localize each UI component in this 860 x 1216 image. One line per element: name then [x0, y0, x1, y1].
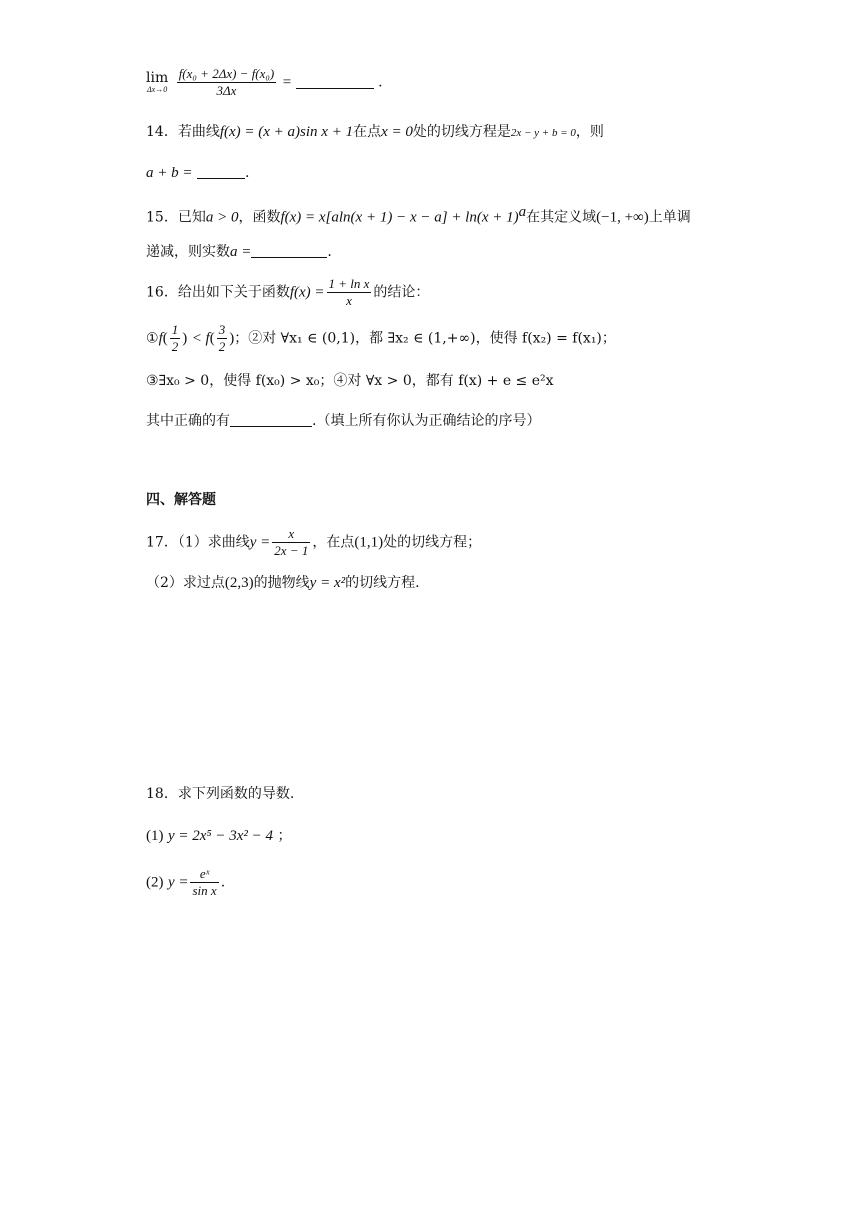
- limit-symbol: lim Δx→0: [146, 70, 169, 94]
- q13-limit-line: lim Δx→0 $\frac{\text{f(x₀ + 2Δx) − f(x₀)}}{3\Delta x}$ = .: [146, 66, 383, 98]
- q18-part1: (1) y = 2x⁵ − 3x² − 4 ；: [146, 828, 292, 844]
- q17-part1: 17．（1）求曲线y = $\frac{x}{2x - 1}$ ，在点(1,1)处的切线方程；: [146, 526, 482, 558]
- question-number: 15．: [146, 209, 178, 226]
- q16-prompt-line: 其中正确的有 .（填上所有你认为正确结论的序号）: [146, 413, 541, 429]
- q16-answer-blank[interactable]: [230, 412, 312, 427]
- q16-conclusions-line2: ③∃x₀ > 0，使得 f(x₀) > x₀；④对 ∀x > 0，都有 f(x) + e ≤ e²x: [146, 373, 554, 389]
- q16-conclusions-line1: ①f( $\frac{1}{2}$ ) < f( $\frac{3}{2}$ )；②对 ∀x₁ ∈ (0,1)，都 ∃x₂ ∈ (1,+∞)，使得 f(x₂) = f(x₁)；: [146, 322, 616, 354]
- q16-line1: 16．给出如下关于函数f(x) = $\frac{\text{1 + ln x}}{x}$ 的结论：: [146, 276, 430, 308]
- fraction-one-half: $\frac{1}{2}$: [171, 322, 179, 354]
- q16-function-fraction: $\frac{\text{1 + ln x}}{x}$: [328, 276, 370, 308]
- question-number: 17．: [146, 534, 178, 551]
- q14-answer-blank[interactable]: [197, 164, 245, 179]
- section-heading: 四、解答题: [146, 492, 216, 508]
- q15-line1: 15．已知a > 0，函数$f(x) = x[aln(x + 1) - x - a] + \ln(x + 1)^a$在其定义域(−1, +∞)上单调: [146, 204, 691, 226]
- q18-fraction: $\frac{\text{eˣ}}{\text{sin x}}$: [192, 866, 217, 898]
- q13-fraction: $\frac{\text{f(x₀ + 2Δx) − f(x₀)}}{3\Delta x}$: [178, 66, 275, 98]
- fraction-three-halves: $\frac{3}{2}$: [218, 322, 226, 354]
- q17-part2: （2）求过点(2,3)的抛物线y = x²的切线方程.: [146, 575, 420, 591]
- q15-answer-blank[interactable]: [251, 243, 327, 258]
- q18-title: 18．求下列函数的导数.: [146, 786, 295, 802]
- q17-fraction: $\frac{x}{2x - 1}$: [274, 526, 309, 558]
- q13-answer-blank[interactable]: [296, 74, 374, 89]
- q18-part2: (2) y = $\frac{\text{eˣ}}{\text{sin x}}$ .: [146, 866, 226, 898]
- q14-line2: a + b = .: [146, 165, 250, 181]
- q15-line2: 递减，则实数a = .: [146, 244, 332, 260]
- question-number: 18．: [146, 786, 178, 802]
- question-number: 16．: [146, 284, 178, 301]
- question-number: 14．: [146, 124, 178, 140]
- q14-line1: 14．若曲线f(x) = (x + a)sin x + 1在点x = 0处的切线方程是2x − y + b = 0，则: [146, 124, 604, 140]
